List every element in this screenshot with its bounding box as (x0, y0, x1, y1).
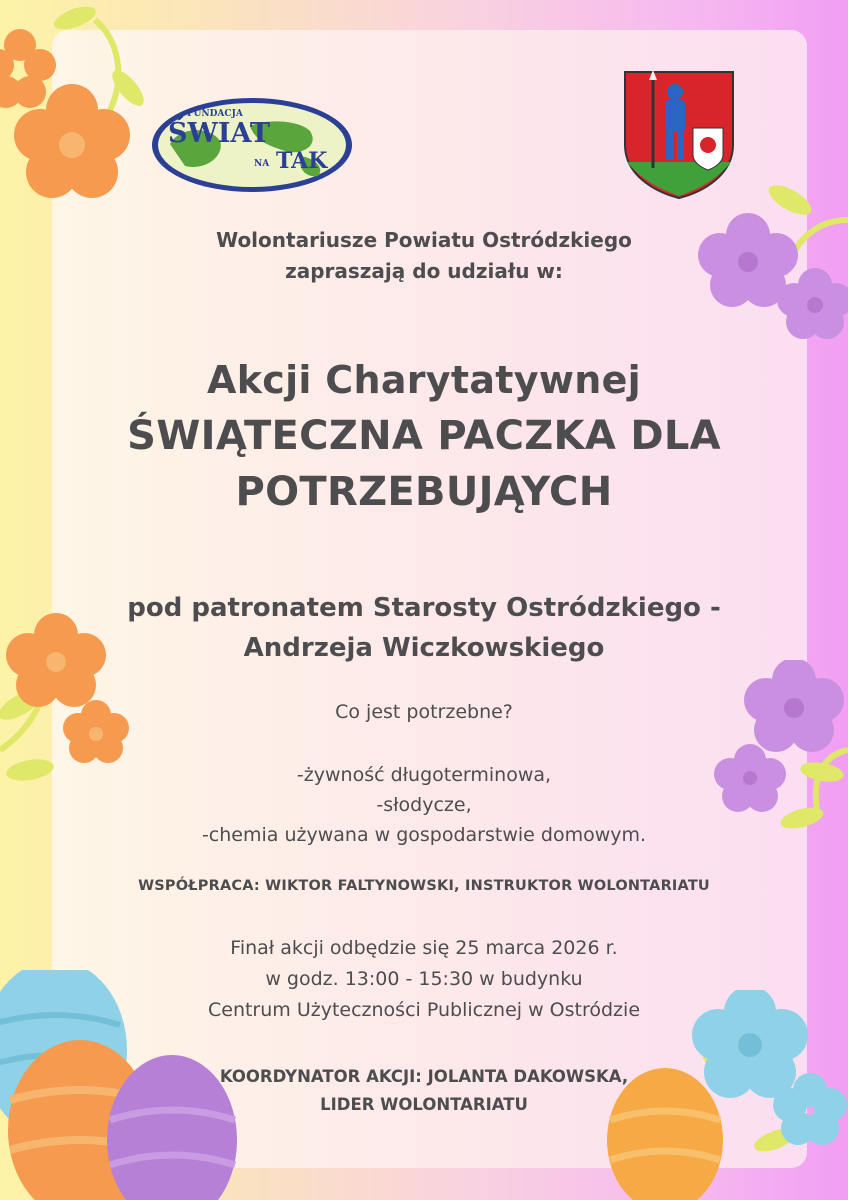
logo-line3a: NA (254, 159, 270, 169)
patron-line1: pod patronatem Starosty Ostródzkiego - (127, 593, 721, 623)
coord-line2: LIDER WOLONTARIATU (320, 1095, 528, 1114)
logo-line3b: TAK (276, 148, 328, 174)
patron-line2: Andrzeja Wiczkowskiego (243, 633, 605, 663)
needs-item: -żywność długoterminowa, (296, 764, 552, 786)
title-line1: Akcji Charytatywnej (207, 358, 641, 402)
intro-text (0, 225, 848, 287)
title-line2: ŚWIĄTECZNA PACZKA DLA (127, 413, 721, 459)
foundation-logo (150, 96, 355, 194)
intro-line2: zapraszają do udziału w: (285, 259, 563, 283)
needs-item: -chemia używana w gospodarstwie domowym. (201, 824, 647, 846)
needs-question: Co jest potrzebne? (335, 701, 513, 723)
logo-line2: ŚWIAT (168, 118, 271, 149)
intro-line1: Wolontariusze Powiatu Ostródzkiego (216, 228, 632, 252)
coat-of-arms-icon (623, 70, 735, 200)
coordinator-text (0, 1063, 848, 1119)
final-line2: w godz. 13:00 - 15:30 w budynku (265, 968, 583, 990)
coord-line1: KOORDYNATOR AKCJI: JOLANTA DAKOWSKA, (219, 1067, 629, 1086)
title-line3: POTRZEBUJĄYCH (235, 469, 613, 515)
decor-top-left-flowers (0, 0, 170, 210)
final-line3: Centrum Użyteczności Publicznej w Ostródzie (207, 999, 641, 1021)
event-title (0, 352, 848, 520)
final-event-info (0, 933, 848, 1026)
cooperation-text: WSPÓŁPRACA: WIKTOR FALTYNOWSKI, INSTRUKTOR WOLONTARIATU (138, 878, 710, 894)
needs-list (0, 760, 848, 850)
final-line1: Finał akcji odbędzie się 25 marca 2026 r. (230, 937, 618, 959)
logo-line1: FUNDACJA (187, 109, 243, 119)
patronage-text (0, 588, 848, 668)
needs-item: -słodycze, (376, 794, 472, 816)
